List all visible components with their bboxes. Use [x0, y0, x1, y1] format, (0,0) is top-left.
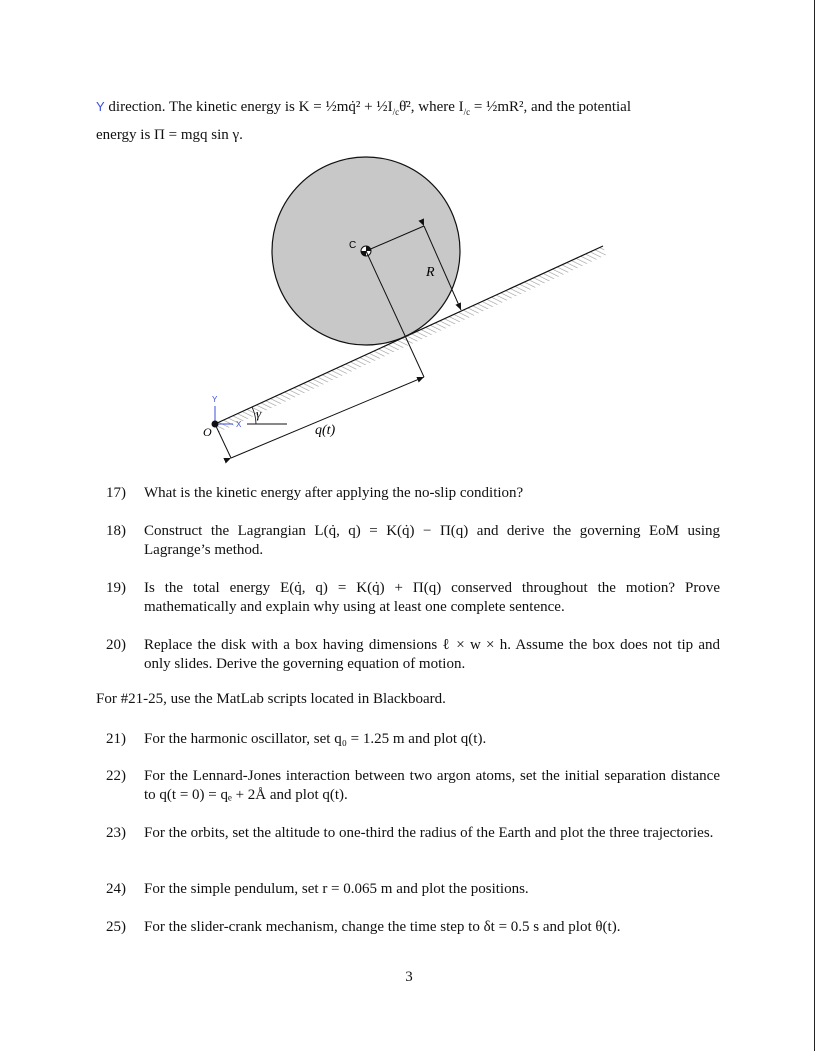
- question-18: [106, 522, 720, 560]
- question-number: 24): [106, 881, 126, 897]
- origin-point: [212, 421, 219, 428]
- question-text: For the simple pendulum, set r = 0.065 m and plot the positions.: [144, 881, 529, 897]
- question-text: Is the total energy E(q̇, q) = K(q̇) + Π(q) conserved throughout the motion? Prove mathematically and explain why using at least one complete sentence.: [144, 580, 720, 615]
- question-number: 25): [106, 919, 126, 935]
- inertia-subscript-2: /c: [463, 107, 471, 117]
- question-number: 22): [106, 768, 126, 784]
- intro-text-1: direction. The kinetic energy is K = ½mq̇² + ½I: [104, 99, 393, 115]
- x-axis-label: X: [236, 420, 242, 429]
- question-number: 17): [106, 485, 126, 501]
- question-number: 23): [106, 825, 126, 841]
- question-23: [106, 824, 720, 843]
- radius-label: R: [426, 265, 435, 280]
- question-22: [106, 767, 720, 805]
- intro-text-1c: = ½mR², and the potential: [470, 99, 631, 115]
- page-number: 3: [405, 969, 413, 985]
- question-number: 21): [106, 731, 126, 747]
- intro-text-1b: θ̇², where I: [399, 99, 464, 115]
- question-21: [106, 730, 720, 749]
- question-text: What is the kinetic energy after applying the no-slip condition?: [144, 485, 524, 501]
- question-text: For the slider-crank mechanism, change the time step to δt = 0.5 s and plot θ(t).: [144, 919, 621, 935]
- question-text: Construct the Lagrangian L(q̇, q) = K(q̇) − Π(q) and derive the governing EoM using Lagrange’s method.: [144, 523, 720, 558]
- origin-label: O: [203, 425, 212, 439]
- inertia-subscript-1: /c: [392, 107, 400, 117]
- y-axis-label: Y: [212, 395, 218, 404]
- distance-label: q(t): [315, 423, 336, 438]
- question-20: [106, 636, 720, 674]
- question-number: 19): [106, 580, 126, 596]
- question-17: [106, 484, 720, 503]
- angle-label: γ: [256, 406, 262, 421]
- question-text: Replace the disk with a box having dimensions ℓ × w × h. Assume the box does not tip and only slides. Derive the governing equation of motion.: [144, 637, 720, 672]
- question-text: For the harmonic oscillator, set q₀ = 1.25 m and plot q(t).: [144, 731, 487, 747]
- question-24: [106, 880, 720, 899]
- center-label: C: [349, 240, 357, 251]
- y-direction-label: Y: [96, 99, 105, 114]
- intro-text-2: energy is Π = mgq sin γ.: [96, 127, 243, 143]
- disk-on-incline-figure: [0, 0, 818, 480]
- question-25: [106, 918, 720, 937]
- question-number: 20): [106, 637, 126, 653]
- matlab-note: For #21-25, use the MatLab scripts located in Blackboard.: [96, 691, 446, 707]
- question-19: [106, 579, 720, 617]
- question-text: For the orbits, set the altitude to one-third the radius of the Earth and plot the three trajectories.: [144, 825, 714, 841]
- question-text: For the Lennard-Jones interaction between two argon atoms, set the initial separation distance to q(t = 0) = qₑ + 2Å and plot q(t).: [144, 768, 720, 803]
- question-number: 18): [106, 523, 126, 539]
